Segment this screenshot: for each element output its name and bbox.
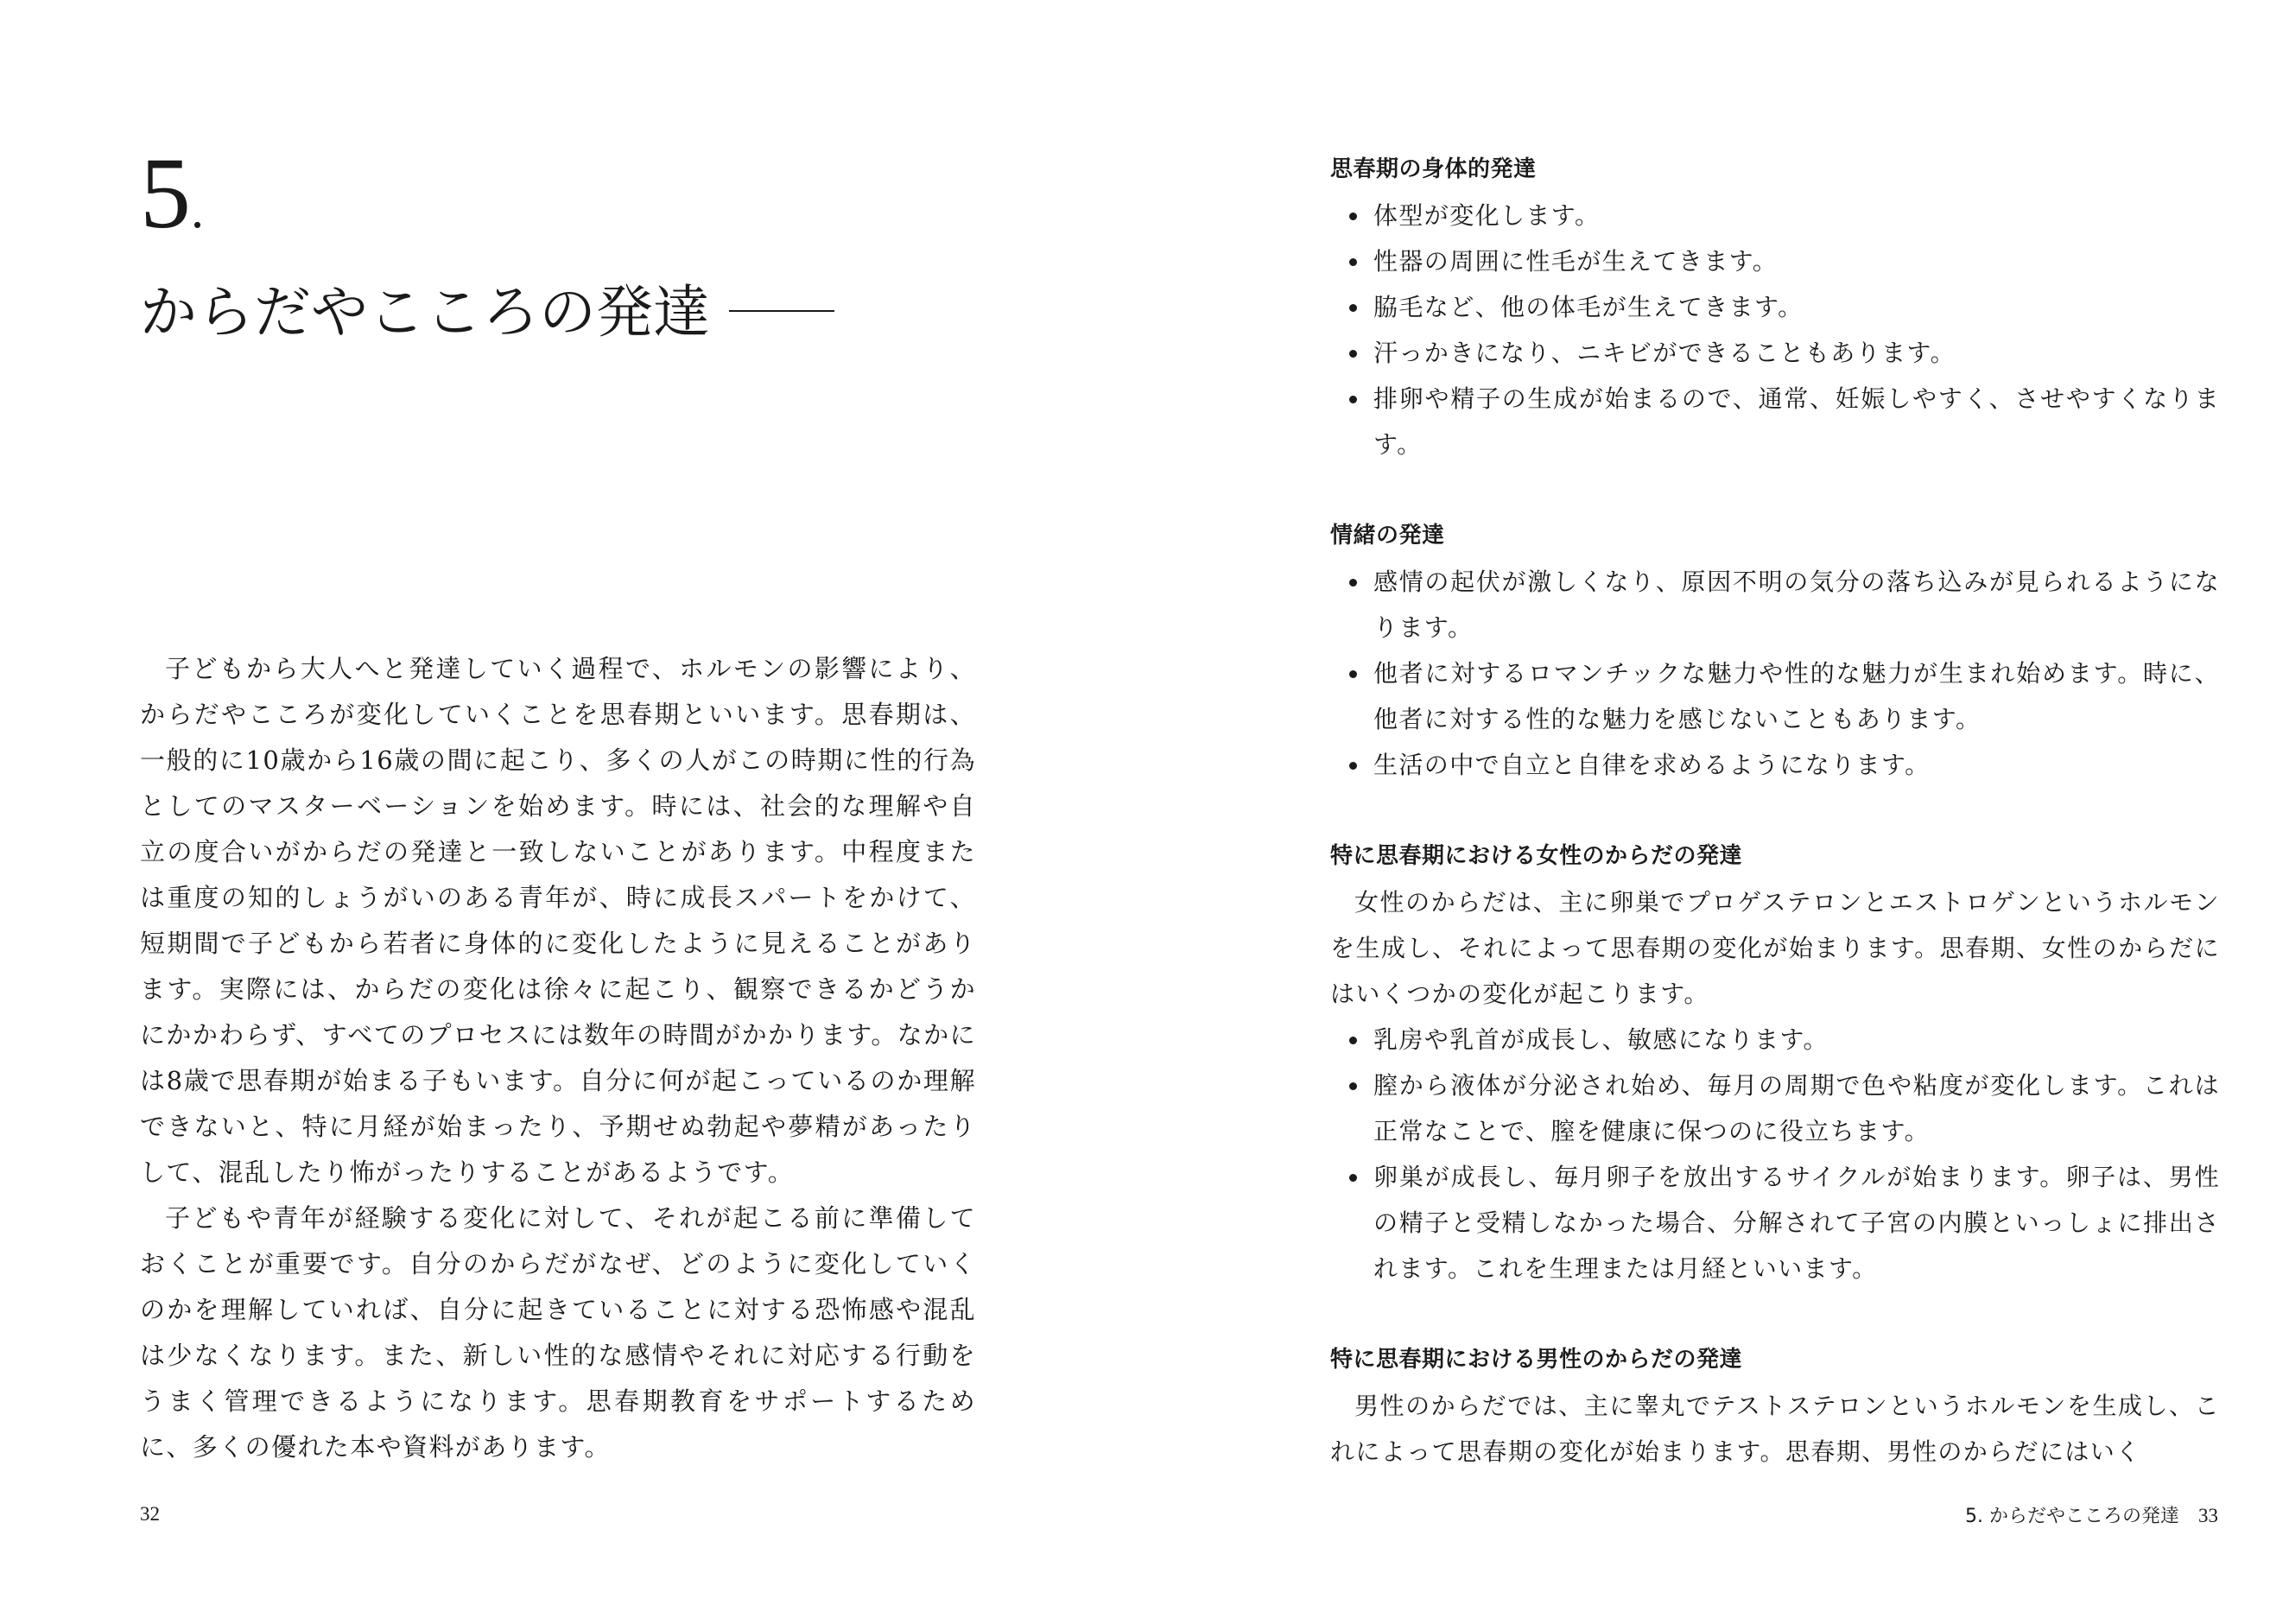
list-item-text: 生活の中で自立と自律を求めるようになります。 — [1373, 751, 1931, 779]
list-item-text: 排卵や精子の生成が始まるので、通常、妊娠しやすく、させやすくなります。 — [1373, 384, 2220, 459]
bullet-icon — [1349, 1082, 1357, 1090]
chapter-number-digit: 5 — [140, 136, 189, 250]
right-page — [1144, 0, 2289, 1624]
chapter-title — [140, 278, 834, 346]
bullet-icon — [1349, 1037, 1357, 1044]
section-intro: 男性のからだでは、主に睾丸でテストステロンというホルモンを生成し、これによって思春期の変化が始まります。思春期、男性のからだにはいく — [1330, 1392, 2220, 1466]
list-item — [1330, 650, 2220, 742]
bullet-icon — [1349, 1174, 1357, 1182]
list-item — [1330, 284, 2220, 330]
bullet-icon — [1349, 213, 1357, 220]
bullet-icon — [1349, 670, 1357, 678]
section-emotional-development — [1330, 513, 2220, 788]
list-item — [1330, 238, 2220, 284]
bullet-icon — [1349, 304, 1357, 312]
list-item-text: 他者に対するロマンチックな魅力や性的な魅力が生まれ始めます。時に、他者に対する性的な魅力を感じないこともあります。 — [1373, 659, 2220, 733]
list-item-text: 汗っかきになり、ニキビができることもあります。 — [1373, 339, 1956, 367]
bullet-icon — [1349, 258, 1357, 266]
title-rule — [729, 310, 834, 312]
list-item — [1330, 330, 2220, 376]
page-number-right: 33 — [2198, 1505, 2218, 1526]
list-item — [1330, 1154, 2220, 1291]
chapter-number — [140, 136, 202, 250]
bullet-icon — [1349, 350, 1357, 358]
running-head: 5. からだやこころの発達 — [1965, 1506, 2179, 1527]
bullet-list — [1330, 193, 2220, 467]
list-item-text: 卵巣が成長し、毎月卵子を放出するサイクルが始まります。卵子は、男性の精子と受精しなかった場合、分解されて子宮の内膜といっしょに排出されます。これを生理または月経といいます。 — [1373, 1163, 2220, 1283]
section-heading: 特に思春期における男性のからだの発達 — [1330, 1347, 1743, 1373]
bullet-list — [1330, 1017, 2220, 1291]
list-item-text: 感情の起伏が激しくなり、原因不明の気分の落ち込みが見られるようになります。 — [1373, 568, 2220, 642]
list-item-text: 体型が変化します。 — [1373, 201, 1601, 230]
list-item — [1330, 742, 2220, 788]
section-intro: 女性のからだは、主に卵巣でプロゲステロンとエストロゲンというホルモンを生成し、それによって思春期の変化が始まります。思春期、女性のからだにはいくつかの変化が起こります。 — [1330, 888, 2220, 1008]
bullet-icon — [1349, 762, 1357, 770]
section-spacer — [1330, 788, 2220, 834]
section-heading: 情緒の発達 — [1330, 523, 1445, 549]
list-item-text: 性器の周囲に性毛が生えてきます。 — [1373, 247, 1779, 276]
section-spacer — [1330, 1291, 2220, 1337]
right-body-text — [1330, 147, 2220, 1475]
list-item — [1330, 1017, 2220, 1063]
section-heading: 思春期の身体的発達 — [1330, 156, 1537, 182]
list-item — [1330, 1063, 2220, 1154]
chapter-title-text: からだやこころの発達 — [140, 279, 710, 346]
bullet-list — [1330, 559, 2220, 788]
chapter-number-dot: . — [191, 181, 202, 238]
page-number-left: 32 — [140, 1503, 160, 1525]
section-spacer — [1330, 467, 2220, 513]
section-male-development — [1330, 1337, 2220, 1475]
left-body-text — [140, 646, 976, 1470]
section-heading: 特に思春期における女性のからだの発達 — [1330, 843, 1743, 869]
bullet-icon — [1349, 579, 1357, 587]
list-item — [1330, 376, 2220, 467]
page-footer-right — [1965, 1501, 2218, 1528]
section-physical-development — [1330, 147, 2220, 467]
bullet-icon — [1349, 396, 1357, 403]
section-female-development — [1330, 834, 2220, 1291]
list-item-text: 乳房や乳首が成長し、敏感になります。 — [1373, 1025, 1829, 1054]
body-paragraph-1: 子どもから大人へと発達していく過程で、ホルモンの影響により、からだやこころが変化していくことを思春期といいます。思春期は、一般的に10歳から16歳の間に起こり、多くの人がこの時期に性的行為としてのマスターベーションを始めます。時には、社会的な理解や自立の度合いがからだの発達と一致しないことがあります。中程度または重度の知的しょうがいのある青年が、時に成長スパートをかけて、短期間で子どもから若者に身体的に変化したように見えることがあります。実際には、からだの変化は徐々に起こり、観察できるかどうかにかかわらず、すべてのプロセスには数年の時間がかかります。なかには8歳で思春期が始まる子もいます。自分に何が起こっているのか理解できないと、特に月経が始まったり、予期せぬ勃起や夢精があったりして、混乱したり怖がったりすることがあるようです。 — [140, 654, 976, 1187]
left-page — [0, 0, 1144, 1624]
list-item — [1330, 193, 2220, 238]
list-item — [1330, 559, 2220, 650]
list-item-text: 脇毛など、他の体毛が生えてきます。 — [1373, 293, 1804, 321]
body-paragraph-2: 子どもや青年が経験する変化に対して、それが起こる前に準備しておくことが重要です。自分のからだがなぜ、どのように変化していくのかを理解していれば、自分に起きていることに対する恐怖感や混乱は少なくなります。また、新しい性的な感情やそれに対応する行動をうまく管理できるようになります。思春期教育をサポートするために、多くの優れた本や資料があります。 — [140, 1203, 976, 1462]
list-item-text: 膣から液体が分泌され始め、毎月の周期で色や粘度が変化します。これは正常なことで、膣を健康に保つのに役立ちます。 — [1373, 1071, 2220, 1145]
